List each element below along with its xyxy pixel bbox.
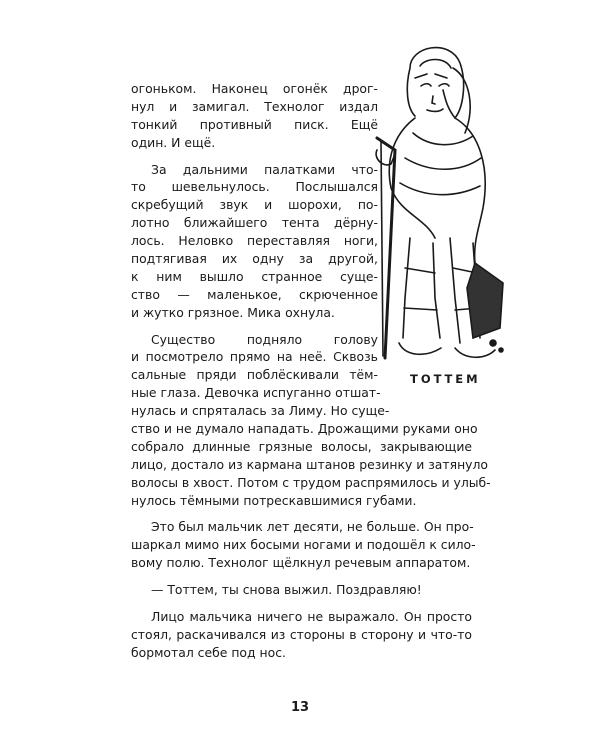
text-line: Лицо мальчика ничего не выражало. Он просто <box>151 609 472 625</box>
text-line: скребущий звук и шорохи, по- <box>131 197 378 213</box>
text-line: Существо подняло голову <box>151 331 378 347</box>
tottem-illustration <box>355 38 510 368</box>
text-line: собрало длинные грязные волосы, закрывающие <box>131 438 472 454</box>
text-line: подтягивая их одну за другой, <box>131 251 378 267</box>
page-number: 13 <box>290 700 310 715</box>
text-line: лось. Неловко переставляя ноги, <box>131 233 378 249</box>
paragraph <box>131 608 473 662</box>
text-line: бормотал себе под нос. <box>131 644 286 660</box>
text-line: сальные пряди поблёскивали тём- <box>131 367 378 383</box>
paragraph <box>131 581 473 599</box>
illustration-caption: ТОТТЕМ <box>410 372 481 386</box>
text-line: нул и замигал. Технолог издал <box>131 98 378 114</box>
text-line: — Тоттем, ты снова выжил. Поздравляю! <box>151 582 422 598</box>
text-line: нулась и спряталась за Лиму. Но суще- <box>131 403 390 419</box>
text-line: лотно ближайшего тента дёрну- <box>131 215 378 231</box>
text-line: и посмотрело прямо на неё. Сквозь <box>131 349 378 365</box>
text-line: вому полю. Технолог щёлкнул речевым аппаратом. <box>131 555 471 571</box>
text-line: огоньком. Наконец огонёк дрог- <box>131 81 378 96</box>
text-line: к ним вышло странное суще- <box>131 268 378 284</box>
text-line: нулось тёмными потрескавшимися губами. <box>131 492 417 508</box>
text-line: лицо, достало из кармана штанов резинку и затянуло <box>131 456 489 472</box>
text-line: один. И ещё. <box>131 134 216 150</box>
text-line: стоял, раскачивался из стороны в сторону и что-то <box>131 626 472 642</box>
text-line: За дальними палатками что- <box>151 161 378 177</box>
text-line: тонкий противный писк. Ещё <box>131 116 378 132</box>
text-line: и жутко грязное. Мика охнула. <box>131 304 335 320</box>
paragraph <box>131 518 476 572</box>
text-line: ные глаза. Девочка испуганно отшат- <box>131 385 381 401</box>
text-line: ство — маленькое, скрюченное <box>131 286 378 302</box>
text-line: то шевельнулось. Послышался <box>131 179 378 195</box>
text-line: Это был мальчик лет десяти, не больше. Он про- <box>151 519 474 535</box>
text-line: волосы в хвост. Потом с трудом распрямилось и улыб- <box>131 474 491 490</box>
text-line: шаркал мимо них босыми ногами и подошёл к сило- <box>131 537 476 553</box>
text-line: ство и не думало нападать. Дрожащими руками оно <box>131 421 478 437</box>
